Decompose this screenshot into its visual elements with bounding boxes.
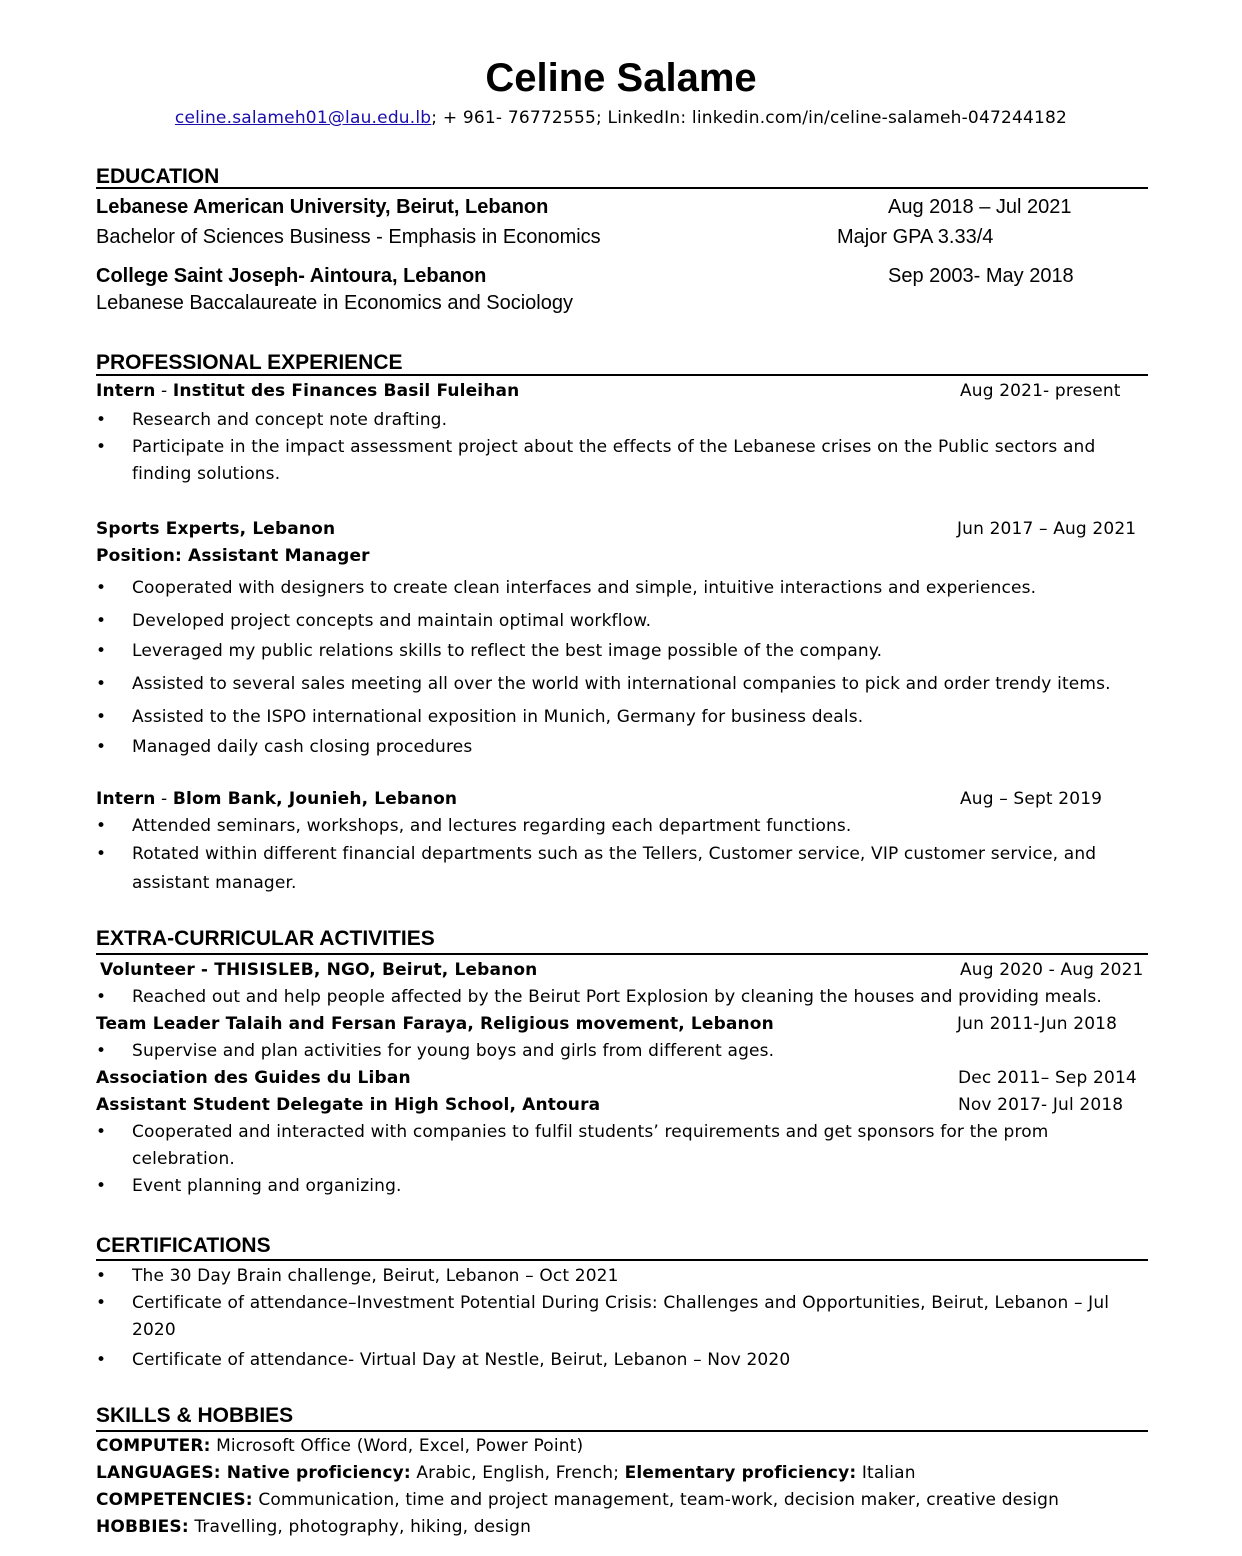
job-role: Intern <box>96 789 156 809</box>
candidate-name: Celine Salame <box>485 56 757 100</box>
job-organization: Sports Experts, Lebanon <box>96 519 336 539</box>
activity-organization: Team Leader Talaih and Fersan Faraya, Religious movement, Lebanon <box>96 1014 774 1034</box>
gpa: Major GPA 3.33/4 <box>837 226 994 248</box>
education-dates: Aug 2018 – Jul 2021 <box>888 196 1072 218</box>
list-item: • Cooperated and interacted with companies to fulfil students’ requirements and get sponsors for the prom celebration. <box>96 1119 1148 1173</box>
experience-heading: PROFESSIONAL EXPERIENCE <box>96 351 403 374</box>
list-item: • Assisted to the ISPO international exposition in Munich, Germany for business deals. <box>96 704 1148 731</box>
job-organization: Institut des Finances Basil Fuleihan <box>172 381 520 401</box>
skill-languages <box>96 1460 1148 1487</box>
job-header <box>96 787 1148 813</box>
job-separator: - <box>155 381 173 401</box>
job-bullets <box>96 575 1148 761</box>
skill-label: COMPUTER: <box>96 1436 211 1456</box>
education-entry <box>96 263 1148 289</box>
contact-details: ; + 961- 76772555; LinkedIn: linkedin.com/in/celine-salameh-047244182 <box>431 108 1068 128</box>
job-bullets <box>96 407 1148 488</box>
skill-hobbies <box>96 1514 1148 1541</box>
list-item: • Reached out and help people affected by the Beirut Port Explosion by cleaning the houses and providing meals. <box>96 984 1148 1011</box>
activity-organization: Assistant Student Delegate in High School, Antoura <box>96 1095 601 1115</box>
skill-competencies <box>96 1487 1148 1514</box>
activity-bullets <box>96 1038 1148 1065</box>
skill-label: HOBBIES: <box>96 1517 189 1537</box>
list-item: • Attended seminars, workshops, and lectures regarding each department functions. <box>96 813 1148 840</box>
job-header <box>96 517 1148 543</box>
activity-header <box>96 1012 1148 1038</box>
activity-dates: Aug 2020 - Aug 2021 <box>960 960 1144 980</box>
school-name: College Saint Joseph- Aintoura, Lebanon <box>96 265 487 287</box>
job-separator: - <box>155 789 173 809</box>
experience-divider <box>96 374 1148 376</box>
list-item: • Event planning and organizing. <box>96 1173 1148 1200</box>
contact-line <box>0 106 1242 130</box>
education-degree-row <box>96 224 1148 250</box>
skill-value: Arabic, English, French; <box>410 1463 625 1483</box>
email-link[interactable]: celine.salameh01@lau.edu.lb <box>174 108 432 128</box>
list-item: • Assisted to several sales meeting all over the world with international companies to pick and order trendy items. <box>96 671 1148 698</box>
activity-bullets <box>96 1119 1148 1200</box>
job-role: Intern <box>96 381 156 401</box>
education-divider <box>96 187 1148 189</box>
education-heading: EDUCATION <box>96 165 220 188</box>
degree-name: Lebanese Baccalaureate in Economics and Sociology <box>96 292 573 314</box>
skill-label: COMPETENCIES: <box>96 1490 253 1510</box>
list-item: • Certificate of attendance- Virtual Day at Nestle, Beirut, Lebanon – Nov 2020 <box>96 1347 1148 1374</box>
skill-sublabel: Elementary proficiency: <box>624 1463 857 1483</box>
skill-sublabel: Native proficiency: <box>220 1463 411 1483</box>
school-name: Lebanese American University, Beirut, Lebanon <box>96 196 549 218</box>
list-item: • Participate in the impact assessment project about the effects of the Lebanese crises on the Public sectors and finding solutions. <box>96 434 1148 488</box>
skill-label: LANGUAGES: <box>96 1463 221 1483</box>
activity-header <box>96 958 1148 984</box>
job-dates: Aug – Sept 2019 <box>960 789 1103 809</box>
activity-bullets <box>96 984 1148 1011</box>
activity-header <box>96 1093 1148 1119</box>
degree-name: Bachelor of Sciences Business - Emphasis in Economics <box>96 226 601 248</box>
job-header <box>96 379 1148 405</box>
activity-dates: Dec 2011– Sep 2014 <box>958 1068 1137 1088</box>
list-item: • Research and concept note drafting. <box>96 407 1148 434</box>
skills-divider <box>96 1430 1148 1432</box>
activity-organization: Volunteer - THISISLEB, NGO, Beirut, Lebanon <box>100 960 538 980</box>
list-item: • Supervise and plan activities for young boys and girls from different ages. <box>96 1038 1148 1065</box>
activity-dates: Nov 2017- Jul 2018 <box>958 1095 1124 1115</box>
education-degree-row <box>96 290 1148 316</box>
skill-computer <box>96 1433 1148 1460</box>
job-dates: Aug 2021- present <box>960 381 1121 401</box>
activities-heading: EXTRA-CURRICULAR ACTIVITIES <box>96 927 435 950</box>
skill-value: Microsoft Office (Word, Excel, Power Point) <box>210 1436 584 1456</box>
activity-dates: Jun 2011-Jun 2018 <box>957 1014 1118 1034</box>
skill-value: Italian <box>856 1463 916 1483</box>
certifications-heading: CERTIFICATIONS <box>96 1234 271 1257</box>
activities-divider <box>96 953 1148 955</box>
job-bullets <box>96 813 1148 898</box>
list-item: • Managed daily cash closing procedures <box>96 734 1148 761</box>
list-item: • Certificate of attendance–Investment Potential During Crisis: Challenges and Opportunities, Beirut, Lebanon – Jul 2020 <box>96 1290 1148 1344</box>
job-position: Position: Assistant Manager <box>96 546 370 566</box>
list-item: • The 30 Day Brain challenge, Beirut, Lebanon – Oct 2021 <box>96 1263 1148 1290</box>
list-item: • Developed project concepts and maintain optimal workflow. <box>96 608 1148 635</box>
certifications-divider <box>96 1259 1148 1261</box>
education-entry <box>96 194 1148 220</box>
list-item: • Cooperated with designers to create clean interfaces and simple, intuitive interactions and experiences. <box>96 575 1148 602</box>
activity-organization: Association des Guides du Liban <box>96 1068 411 1088</box>
activity-header <box>96 1066 1148 1092</box>
skills-heading: SKILLS & HOBBIES <box>96 1404 294 1427</box>
job-organization: Blom Bank, Jounieh, Lebanon <box>172 789 458 809</box>
skill-value: Communication, time and project management, team-work, decision maker, creative design <box>252 1490 1059 1510</box>
certification-list <box>96 1263 1148 1374</box>
job-dates: Jun 2017 – Aug 2021 <box>957 519 1137 539</box>
education-dates: Sep 2003- May 2018 <box>888 265 1074 287</box>
skill-value: Travelling, photography, hiking, design <box>188 1517 532 1537</box>
list-item: • Rotated within different financial departments such as the Tellers, Customer service, VIP customer service, and assistant manager. <box>96 840 1148 898</box>
list-item: • Leveraged my public relations skills to reflect the best image possible of the company. <box>96 638 1148 665</box>
job-position-row <box>96 544 1148 570</box>
